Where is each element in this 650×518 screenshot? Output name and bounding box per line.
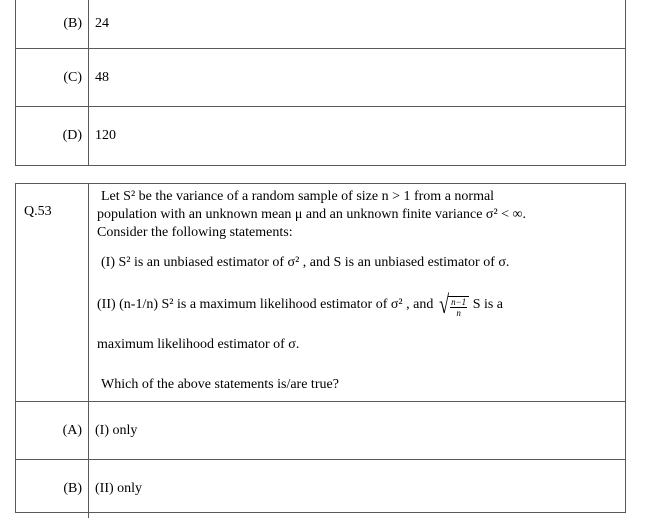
option-row-b[interactable]: [16, 460, 625, 518]
option-label: (C): [16, 49, 89, 106]
option-value[interactable]: (II) only: [95, 481, 143, 496]
statement-2-continued: maximum likelihood estimator of σ.: [97, 337, 300, 352]
question-intro-line-2: population with an unknown mean μ and an unknown finite variance σ² < ∞.: [97, 207, 527, 222]
option-row-b-prev: [16, 0, 625, 49]
statement-2-tail: S is a: [472, 297, 504, 313]
option-label: (B): [16, 0, 89, 48]
fraction-denominator: n: [456, 308, 461, 318]
option-value[interactable]: (I) only: [95, 422, 138, 438]
statement-2: [97, 292, 619, 318]
option-row-a[interactable]: [16, 402, 625, 460]
option-row-d-prev: [16, 107, 625, 165]
statement-2-text: (II) (n-1/n) S² is a maximum likelihood estimator of σ² , and: [97, 297, 434, 313]
option-value: 48: [95, 69, 109, 85]
option-label: (A): [16, 402, 89, 459]
question-prompt: Which of the above statements is/are true?: [101, 377, 339, 392]
question-intro-line-3: Consider the following statements:: [97, 225, 293, 240]
option-label: (D): [16, 107, 89, 165]
fraction-numerator: n−1: [451, 297, 467, 307]
option-row-c-prev: [16, 49, 625, 107]
radical-sign-icon: √: [438, 290, 449, 319]
question-number: Q.53: [16, 184, 89, 401]
question-body: [89, 184, 625, 401]
sqrt-fraction: [437, 292, 469, 318]
previous-options-table: [15, 0, 626, 166]
question-intro-line-1: Let S² be the variance of a random sample of size n > 1 from a normal: [101, 189, 495, 204]
fraction: [448, 296, 469, 318]
option-value: 120: [95, 128, 116, 143]
question-table: [15, 183, 626, 513]
statement-1: (I) S² is an unbiased estimator of σ² , and S is an unbiased estimator of σ.: [101, 255, 510, 270]
option-value: 24: [95, 15, 109, 31]
question-row: [16, 184, 625, 402]
option-label: (B): [16, 460, 89, 518]
